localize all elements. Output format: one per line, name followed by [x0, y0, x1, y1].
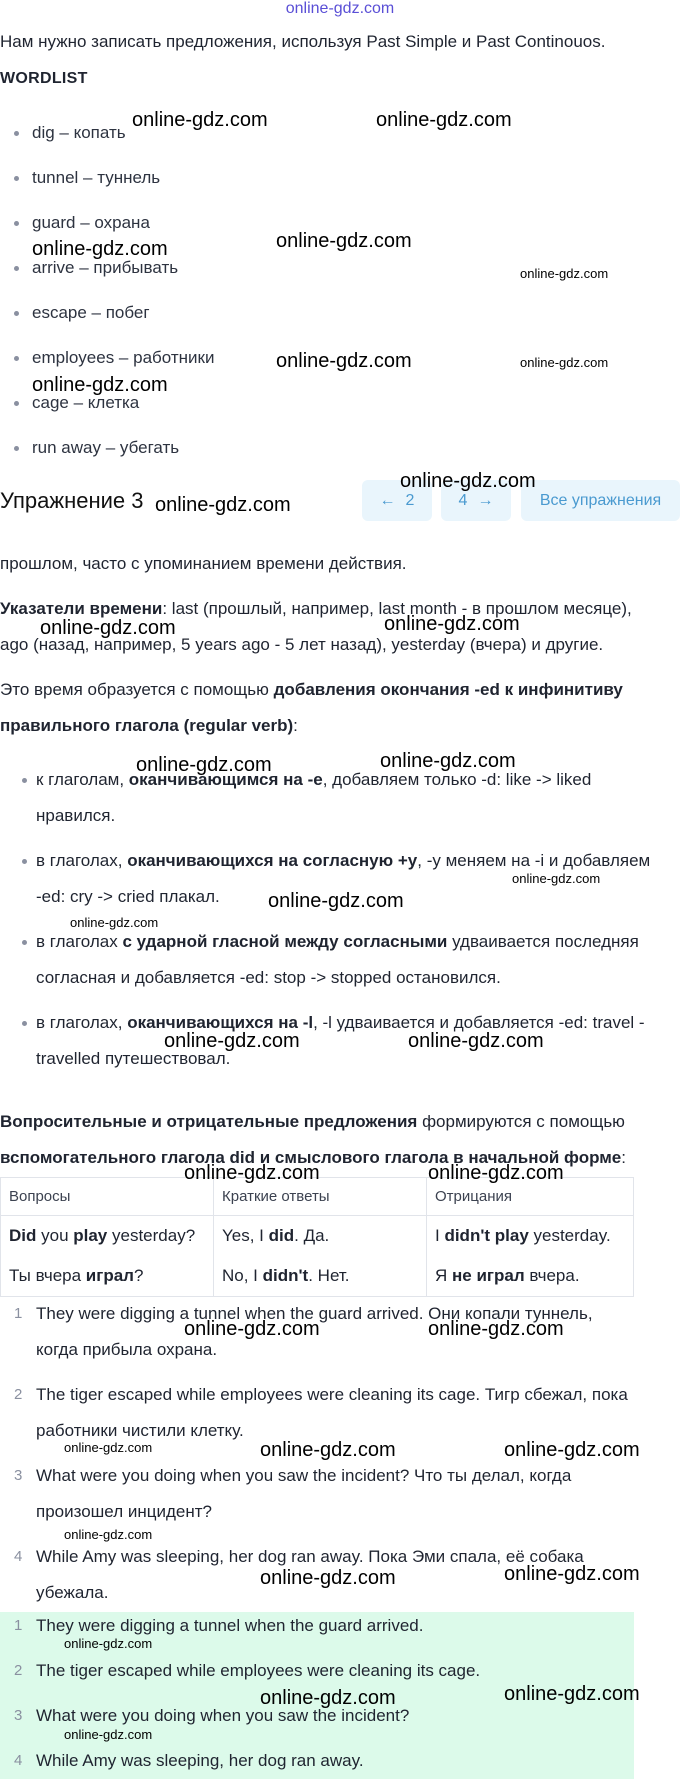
- wordlist-item: cage – клетка: [14, 393, 139, 413]
- watermark: online-gdz.com: [64, 1636, 153, 1651]
- wordlist-item: employees – работники: [14, 348, 214, 368]
- questions-text: Вопросительные и отрицательные предложения формируются с помощью: [0, 1112, 625, 1131]
- table-cell: I didn't play yesterday. Я не играл вчера.: [427, 1216, 634, 1297]
- bullet-icon: [22, 778, 27, 783]
- grammar-table: [0, 1177, 634, 1297]
- bullet-icon: [14, 176, 19, 181]
- watermark: online-gdz.com: [132, 109, 268, 131]
- watermark: online-gdz.com: [164, 1030, 300, 1052]
- bullet-icon: [14, 401, 19, 406]
- watermark: online-gdz.com: [184, 1318, 320, 1340]
- bullet-icon: [14, 446, 19, 451]
- bullet-icon: [14, 131, 19, 136]
- bullet-icon: [14, 311, 19, 316]
- time-markers: Указатели времени: last (прошлый, например, last month - в прошлом месяце),: [0, 599, 632, 618]
- watermark: online-gdz.com: [64, 1440, 153, 1455]
- watermark: online-gdz.com: [32, 374, 168, 396]
- watermark: online-gdz.com: [260, 1439, 396, 1461]
- intro-text: Нам нужно записать предложения, используя Past Simple и Past Continouos.: [0, 32, 606, 51]
- watermark: online-gdz.com: [276, 350, 412, 372]
- green-answer-item: 1 They were digging a tunnel when the guard arrived.: [14, 1616, 424, 1635]
- wordlist-item: dig – копать: [14, 123, 126, 143]
- watermark: online-gdz.com: [70, 915, 159, 930]
- watermark: online-gdz.com: [155, 494, 291, 516]
- watermark: online-gdz.com: [520, 355, 609, 370]
- bullet-icon: [14, 266, 19, 271]
- watermark: online-gdz.com: [380, 750, 516, 772]
- answer-item: 3 What were you doing when you saw the incident? Что ты делал, когда произошел инцидент?: [14, 1466, 572, 1521]
- site-header[interactable]: online-gdz.com: [285, 0, 395, 17]
- watermark: online-gdz.com: [184, 1162, 320, 1184]
- watermark: online-gdz.com: [504, 1683, 640, 1705]
- watermark: online-gdz.com: [504, 1439, 640, 1461]
- watermark: online-gdz.com: [268, 890, 404, 912]
- table-cell: Did you play yesterday? Ты вчера играл?: [1, 1216, 214, 1297]
- watermark: online-gdz.com: [136, 754, 272, 776]
- wordlist-item: tunnel – туннель: [14, 168, 160, 188]
- watermark: online-gdz.com: [276, 230, 412, 252]
- watermark: online-gdz.com: [520, 266, 609, 281]
- watermark: online-gdz.com: [32, 238, 168, 260]
- wordlist-item: run away – убегать: [14, 438, 179, 458]
- bullet-icon: [22, 940, 27, 945]
- watermark: online-gdz.com: [260, 1567, 396, 1589]
- watermark: online-gdz.com: [428, 1318, 564, 1340]
- wordlist-title: WORDLIST: [0, 70, 88, 87]
- table-header-cell: Краткие ответы: [214, 1178, 427, 1216]
- watermark: online-gdz.com: [428, 1162, 564, 1184]
- watermark: online-gdz.com: [40, 617, 176, 639]
- grammar-table-wrapper: [0, 1177, 680, 1297]
- green-answer-item: 4 While Amy was sleeping, her dog ran away.: [14, 1751, 364, 1770]
- green-answer-item: 3 What were you doing when you saw the incident?: [14, 1706, 410, 1725]
- watermark: online-gdz.com: [408, 1030, 544, 1052]
- watermark: online-gdz.com: [504, 1563, 640, 1585]
- all-exercises-button[interactable]: Все упражнения: [521, 480, 680, 521]
- wordlist-item: escape – побег: [14, 303, 150, 323]
- watermark: online-gdz.com: [384, 613, 520, 635]
- table-header-cell: Отрицания: [427, 1178, 634, 1216]
- rule-item: в глаголах с ударной гласной между согласными удваивается последняя согласная и добавляется -ed: stop -> stopped остановился.: [14, 924, 680, 996]
- watermark: online-gdz.com: [400, 470, 536, 492]
- next-exercise-button[interactable]: 4 →: [441, 480, 511, 521]
- bullet-icon: [22, 1021, 27, 1026]
- theory-line: прошлом, часто с упоминанием времени действия.: [0, 554, 407, 573]
- watermark: online-gdz.com: [376, 109, 512, 131]
- arrow-right-icon: →: [477, 491, 494, 509]
- wordlist-item: arrive – прибывать: [14, 258, 178, 278]
- green-answer-item: 2 The tiger escaped while employees were cleaning its cage.: [14, 1661, 481, 1680]
- watermark: online-gdz.com: [64, 1727, 153, 1742]
- answer-item: 1 They were digging a tunnel when the guard arrived. Они копали туннель, когда прибыла охрана.: [14, 1304, 593, 1359]
- exercise-title: Упражнение 3: [0, 488, 144, 513]
- arrow-left-icon: ←: [379, 491, 396, 509]
- answer-item: 4 While Amy was sleeping, her dog ran away. Пока Эми спала, её собака убежала.: [14, 1547, 584, 1602]
- watermark: online-gdz.com: [512, 871, 601, 886]
- rule-item: в глаголах, оканчивающихся на -l, -l удваивается и добавляется -ed: travel - travelled путешествовал.: [14, 1005, 680, 1077]
- time-markers-cont: ago (назад, например, 5 years ago - 5 лет назад), yesterday (вчера) и другие.: [0, 635, 604, 654]
- bullet-icon: [14, 221, 19, 226]
- table-row: [1, 1216, 634, 1297]
- watermark: online-gdz.com: [260, 1687, 396, 1709]
- aux-verb-text: вспомогательного глагола did и смыслового глагола в начальной форме:: [0, 1148, 626, 1167]
- formation-text-cont: правильного глагола (regular verb):: [0, 716, 298, 735]
- rule-item: к глаголам, оканчивающимся на -е, добавляем только -d: like -> liked нравился.: [14, 762, 680, 834]
- bullet-icon: [14, 356, 19, 361]
- wordlist-item: guard – охрана: [14, 213, 150, 233]
- formation-text: Это время образуется с помощью добавления окончания -ed к инфинитиву: [0, 680, 623, 699]
- watermark: online-gdz.com: [64, 1527, 153, 1542]
- table-header-cell: Вопросы: [1, 1178, 214, 1216]
- table-cell: Yes, I did. Да. No, I didn't. Нет.: [214, 1216, 427, 1297]
- rule-item: в глаголах, оканчивающихся на согласную +у, -у меняем на -i и добавляем -ed: cry -> cried плакал.: [14, 843, 680, 915]
- answer-item: 2 The tiger escaped while employees were cleaning its cage. Тигр сбежал, пока работники чистили клетку.: [14, 1385, 628, 1440]
- bullet-icon: [22, 859, 27, 864]
- prev-exercise-button[interactable]: ← 2: [362, 480, 432, 521]
